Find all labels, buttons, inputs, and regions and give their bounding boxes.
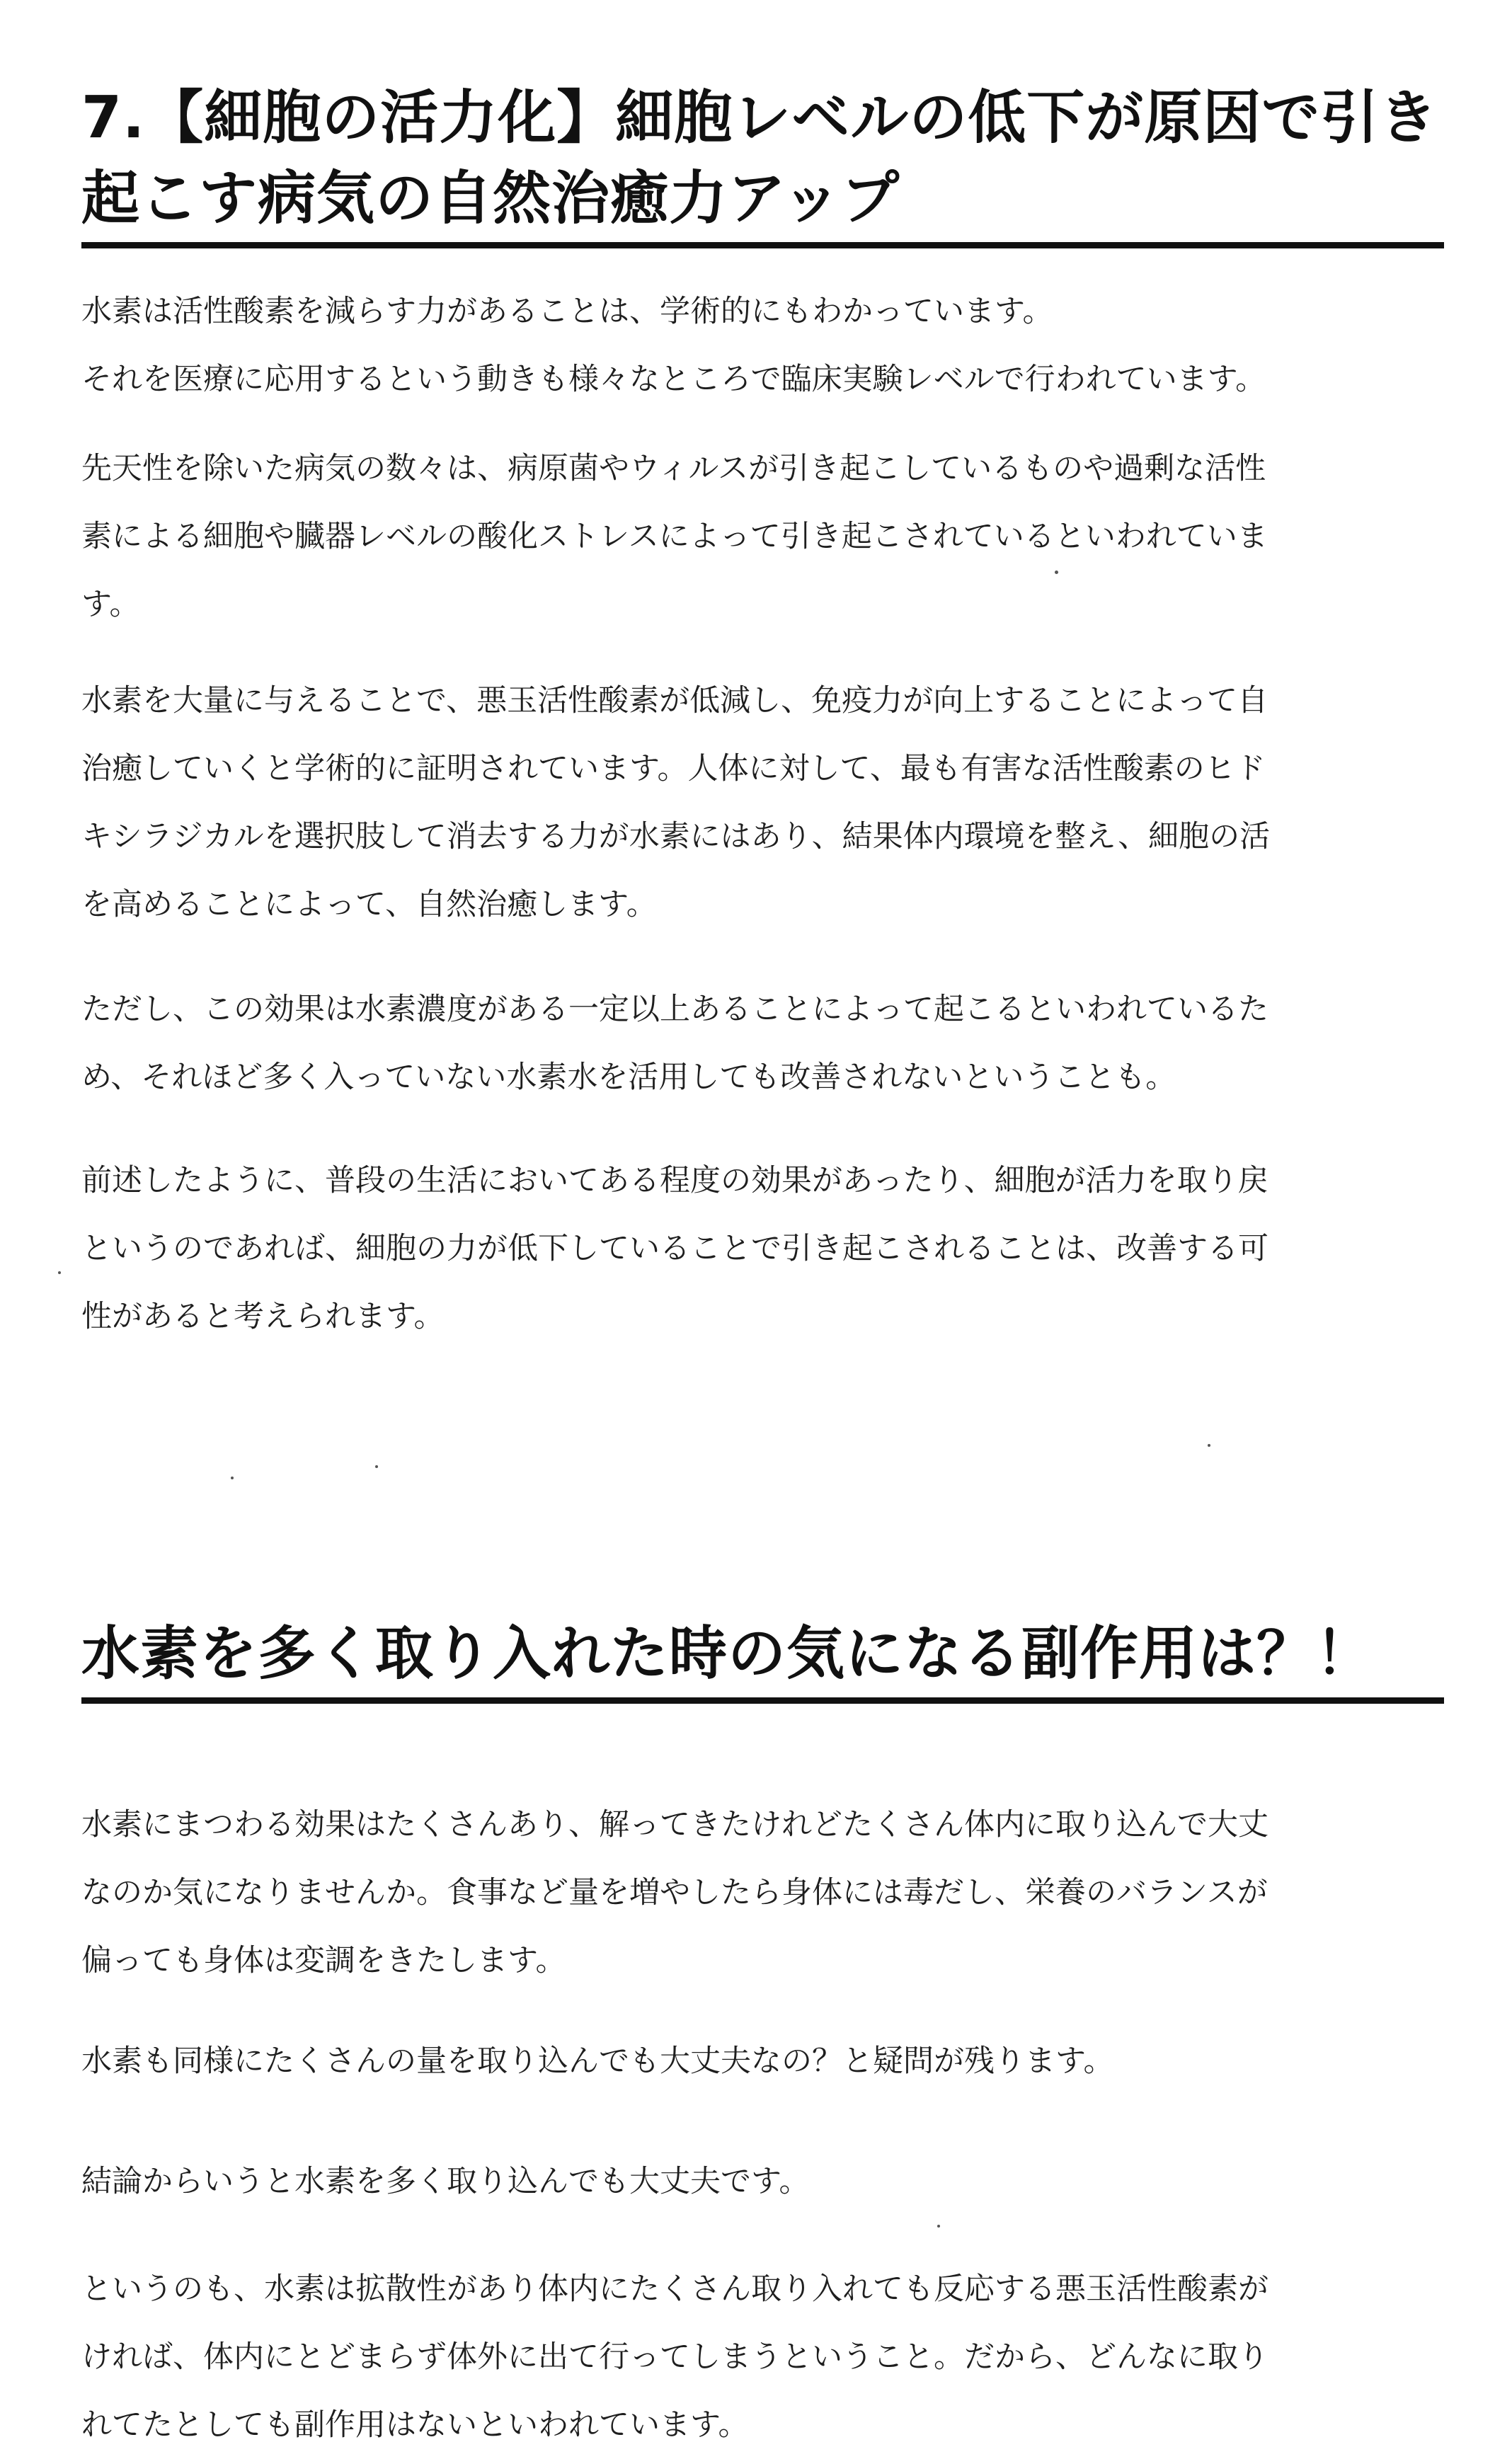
- paragraph-line: 性があると考えられます。: [81, 1299, 445, 1334]
- paragraph-line: それを医療に応用するという動きも様々なところで臨床実験レベルで行われています。: [81, 362, 1266, 397]
- section-2-paragraph-1: [81, 1791, 1448, 1995]
- paragraph-line: 水素も同様にたくさんの量を取り込んでも大丈夫なの？と疑問が残ります。: [81, 2044, 1114, 2079]
- scan-speck: [58, 1271, 61, 1274]
- section-2-heading: 水素を多く取り入れた時の気になる副作用は？！: [81, 1620, 1375, 1687]
- section-1-heading-rule: [81, 242, 1444, 248]
- paragraph-line: ただし、この効果は水素濃度がある一定以上あることによって起こるといわれているた: [81, 992, 1268, 1027]
- section-1-paragraph-2: [81, 435, 1448, 638]
- section-1-paragraph-5: [81, 1147, 1448, 1351]
- paragraph-line: 治癒していくと学術的に証明されています。人体に対して、最も有害な活性酸素のヒド: [81, 751, 1266, 786]
- paragraph-line: 偏っても身体は変調をきたします。: [81, 1943, 566, 1978]
- scan-speck: [375, 1465, 378, 1468]
- paragraph-line: め、それほど多く入っていない水素水を活用しても改善されないということも。: [81, 1060, 1176, 1095]
- scan-speck: [1208, 1444, 1210, 1447]
- section-1-paragraph-1: [81, 277, 1448, 413]
- paragraph-line: なのか気になりませんか。食事など量を増やしたら身体には毒だし、栄養のバランスが: [81, 1875, 1268, 1910]
- scan-speck: [1055, 571, 1058, 574]
- section-2-heading-rule: [81, 1697, 1444, 1704]
- section-1-heading-line-2: 起こす病気の自然治癒力アップ: [81, 165, 900, 232]
- paragraph-line: というのも、水素は拡散性があり体内にたくさん取り入れても反応する悪玉活性酸素が: [81, 2271, 1268, 2307]
- section-2-paragraph-4: [81, 2255, 1448, 2459]
- paragraph-line: 先天性を除いた病気の数々は、病原菌やウィルスが引き起こしているものや過剰な活性: [81, 451, 1266, 486]
- paragraph-line: れてたとしても副作用はないといわれています。: [81, 2407, 749, 2443]
- paragraph-line: キシラジカルを選択肢して消去する力が水素にはあり、結果体内環境を整え、細胞の活: [81, 819, 1271, 854]
- paragraph-line: 水素にまつわる効果はたくさんあり、解ってきたけれどたくさん体内に取り込んで大丈: [81, 1807, 1268, 1842]
- section-1-paragraph-3: [81, 667, 1448, 939]
- section-2-paragraph-2: [81, 2027, 1448, 2095]
- paragraph-line: 素による細胞や臓器レベルの酸化ストレスによって引き起こされているといわれていま: [81, 519, 1268, 554]
- paragraph-line: 水素を大量に与えることで、悪玉活性酸素が低減し、免疫力が向上することによって自: [81, 683, 1268, 718]
- section-1-paragraph-4: [81, 975, 1448, 1111]
- section-2-paragraph-3: [81, 2148, 1448, 2216]
- paragraph-line: 前述したように、普段の生活においてある程度の効果があったり、細胞が活力を取り戻: [81, 1163, 1268, 1198]
- scan-speck: [231, 1477, 234, 1479]
- paragraph-line: を高めることによって、自然治癒します。: [81, 887, 657, 922]
- paragraph-line: ければ、体内にとどまらず体外に出て行ってしまうということ。だから、どんなに取り: [81, 2339, 1268, 2375]
- paragraph-line: 水素は活性酸素を減らす力があることは、学術的にもわかっています。: [81, 294, 1053, 329]
- paragraph-line: す。: [81, 587, 140, 622]
- paragraph-line: 結論からいうと水素を多く取り込んでも大丈夫です。: [81, 2164, 810, 2199]
- paragraph-line: というのであれば、細胞の力が低下していることで引き起こされることは、改善する可: [81, 1231, 1268, 1266]
- section-1-heading-line-1: 7.【細胞の活力化】細胞レベルの低下が原因で引き: [81, 84, 1438, 151]
- scan-speck: [937, 2225, 940, 2228]
